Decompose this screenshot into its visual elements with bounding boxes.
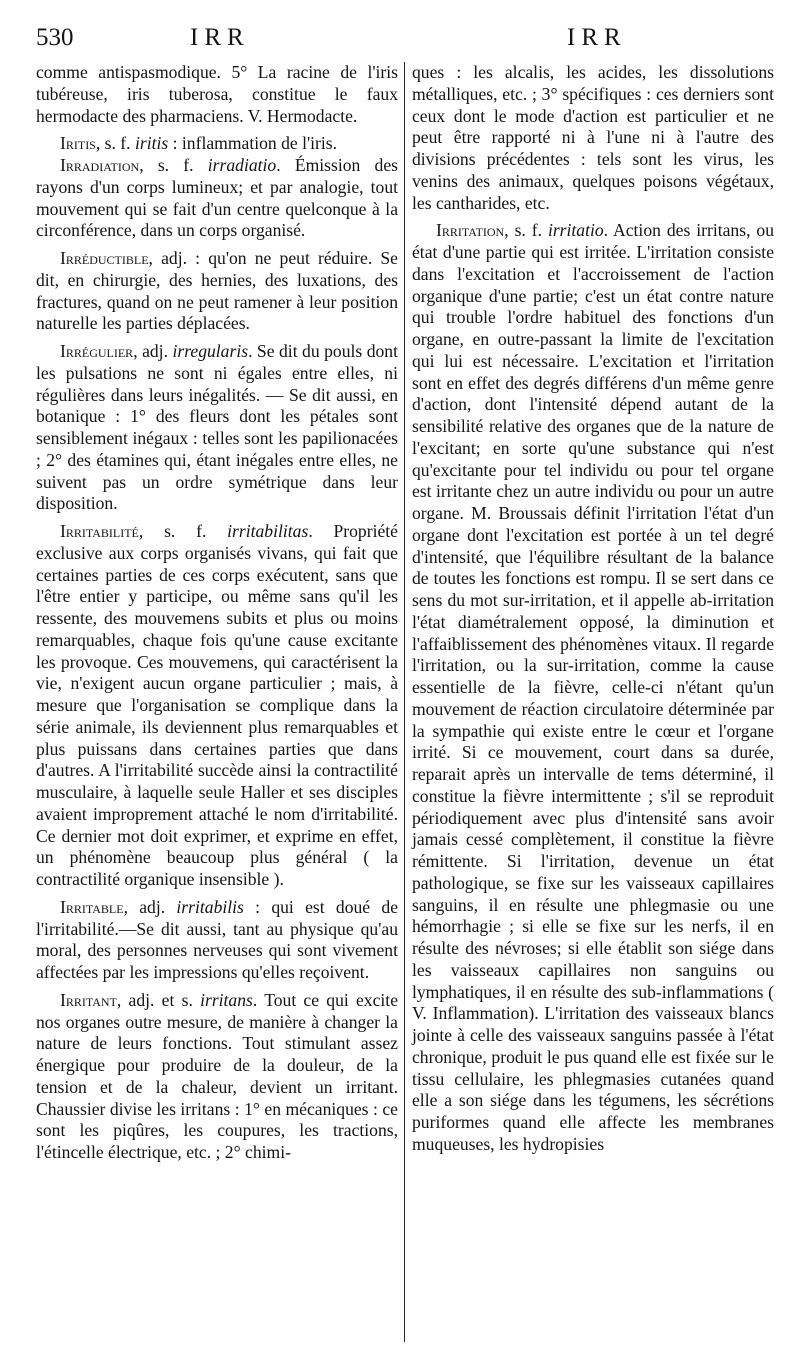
entry-definition: . Émission des rayons d'un corps lumineux; et par analogie, tout mouvement qui se fait d'un centre quelconque à la circonférence, dans un corps organisé.	[36, 155, 398, 241]
page-header	[0, 24, 800, 64]
entry-grammar: , adj.	[133, 341, 173, 361]
entry-headword: Irritabilité	[60, 521, 139, 541]
column-divider	[404, 62, 405, 1342]
entry-latin: irritabilitas	[227, 521, 309, 541]
entry-definition: : qu'on ne peut réduire. Se dit, en chirurgie, des hernies, des luxations, des fractures, quand on ne peut ramener à leur position naturelle les parties déplacées.	[36, 248, 398, 334]
entry-headword: Irritant	[60, 989, 117, 1010]
entry-irritant	[36, 990, 398, 1164]
entry-definition: . Propriété exclusive aux corps organisés vivans, qui fait que certaines parties de ces corps exécutent, sans que l'être entier y participe, ou même sans qu'il les ressente, des mouvemens subits et plus ou moins remarquables, chaque fois qu'une cause excitante les provoque. Ces mouvemens, qui caractérisent la vie, n'exigent aucun organe particulier ; mais, à mesure que l'organisation se complique dans la série animale, ils deviennent plus remarquables et plus puissans dans certaines parties que dans d'autres. A l'irritabilité succède ainsi la contractilité musculaire, à laquelle seule Haller et ses disciples avaient improprement attaché le nom d'irritabilité. Ce dernier mot doit exprimer, et exprime en effet, un phénomène beaucoup plus général ( la contractilité organique insensible ).	[36, 521, 398, 889]
entry-headword: Iritis	[60, 133, 96, 154]
entry-latin: iritis	[134, 133, 169, 154]
right-column	[412, 62, 774, 1156]
entry-headword: Irritation	[436, 220, 505, 241]
entry-headword: Irréductible	[60, 248, 149, 268]
page-number: 530	[36, 24, 74, 51]
entry-definition: . Tout ce qui excite nos organes outre mesure, de manière à changer la nature de leurs fonctions. Tout stimulant assez énergique pour produire de la douleur, de la tension et de la chaleur, devient un irritant. Chaussier divise les irritans : 1° en mécaniques : ce sont les piqûres, les coupures, les tractions, l'étincelle électrique, etc. ; 2° chimi-	[36, 989, 399, 1162]
entry-headword: Irrégulier	[60, 341, 134, 361]
entry-grammar: , adj.	[123, 896, 177, 917]
entry-latin: irritans	[200, 989, 253, 1010]
entry-grammar: , s. f.	[138, 521, 228, 541]
entry-latin: irradiatio	[207, 155, 277, 175]
entry-headword: Irritable	[60, 896, 124, 917]
continuation-text: comme antispasmodique. 5° La racine de l'iris tubéreuse, iris tuberosa, constitue le faux hermodacte des pharmaciens. V. Hermodacte.	[36, 62, 398, 126]
entry-irritabilite	[36, 521, 398, 891]
entry-iritis	[36, 133, 398, 155]
entry-latin: irregularis	[172, 341, 249, 361]
entry-latin: irritatio	[547, 220, 604, 241]
entry-headword: Irradiation	[60, 155, 140, 175]
entry-definition: . Se dit du pouls dont les pulsations ne sont ni égales entre elles, ni régulières dans leurs inégalités. — Se dit aussi, en botanique : 1° des fleurs dont les pétales sont sensiblement inégaux : telles sont les papilionacées ; 2° des étamines qui, étant inégales entre elles, ne suivent pas un ordre symétrique dans leur disposition.	[36, 341, 398, 514]
running-head-left: IRR	[190, 24, 250, 51]
entry-irritation	[412, 220, 774, 1155]
entry-grammar: , adj.	[148, 248, 196, 268]
continuation-text: ques : les alcalis, les acides, les dissolutions métalliques, etc. ; 3° spécifiques : ces derniers sont ceux dont le mode d'action est particulier et ne peut être rapporté ni à l'une ni à l'autre des divisions précédentes : tels sont les virus, les venins des animaux, quelques poisons végétaux, les cantharides, etc.	[412, 62, 774, 213]
entry-irradiation	[36, 155, 398, 242]
left-column	[36, 62, 398, 1164]
entry-grammar: , s. f.	[95, 133, 135, 154]
entry-latin: irritabilis	[176, 896, 244, 917]
running-head-right: IRR	[567, 24, 627, 51]
entry-irritable	[36, 897, 398, 984]
entry-definition: . Action des irritans, ou état d'une partie qui est irritée. L'irritation consiste dans l'excitation et l'accroissement de l'action organique d'une partie; c'est un état contre nature qui trouble l'ordre habituel des fonctions d'un organe, en outre-passant la limite de l'excitation qui lui est nécessaire. L'excitation et l'irritation sont en effet des degrés différens d'un même genre d'action, dont l'intensité dépend autant de la sensibilité relative des organes que de la nature de l'excitant; en sorte qu'une substance qui n'est qu'excitante pour tel individu ou pour tel organe est irritante chez un autre individu ou pour un autre organe. M. Broussais définit l'irritation l'état d'un organe dont l'excitation est portée à un tel degré d'intensité, que l'équilibre résultant de la balance de toutes les fonctions est rompu. Il se sert dans ce sens du mot sur-irritation, et il appelle ab-irritation l'état diamétralement opposé, la diminution et l'affaiblissement des phénomènes vitaux. Il regarde l'irritation, ou la sur-irritation, comme la cause essentielle de la fièvre, celle-ci n'étant qu'un mouvement de réaction circulatoire déterminée par la sympathie qui existe entre le cœur et l'organe irrité. Si ce mouvement, court dans sa durée, reparait après un intervalle de tems déterminé, il constitue la fièvre intermittente ; s'il se reproduit périodiquement avec plus d'intensité sans avoir jamais cessé complètement, il constitue la fièvre rémittente. Si l'irritation, devenue un état pathologique, se fixe sur les vaisseaux capillaires sanguins, il en résulte une phlegmasie ou une hémorrhagie ; si elle se fixe sur les nerfs, il en résulte des névroses; si elle établit son siége dans les vaisseaux capillaires non sanguins ou lymphatiques, il en résulte des sub-inflammations ( V. Inflammation). L'irritation des vaisseaux blancs jointe à celle des vaisseaux sanguins passée à l'état chronique, produit le pus quand elle est fixée sur le tissu cellulaire, les phlegmasies cutanées quand elle a son siége dans les tégumens, les sécrétions puriformes quand elle affecte les membranes muqueuses, les hydropisies	[412, 220, 774, 1154]
entry-irreductible	[36, 248, 398, 335]
entry-grammar: , adj. et s.	[116, 989, 201, 1010]
entry-irregulier	[36, 341, 398, 515]
entry-grammar: , s. f.	[139, 155, 208, 175]
entry-definition: : qui est doué de l'irritabilité.—Se dit aussi, tant au physique qu'au moral, des personnes nerveuses qui sont vivement affectées par les impressions qu'elles reçoivent.	[36, 896, 398, 982]
entry-grammar: , s. f.	[504, 220, 548, 241]
entry-definition: : inflammation de l'iris.	[168, 133, 338, 154]
